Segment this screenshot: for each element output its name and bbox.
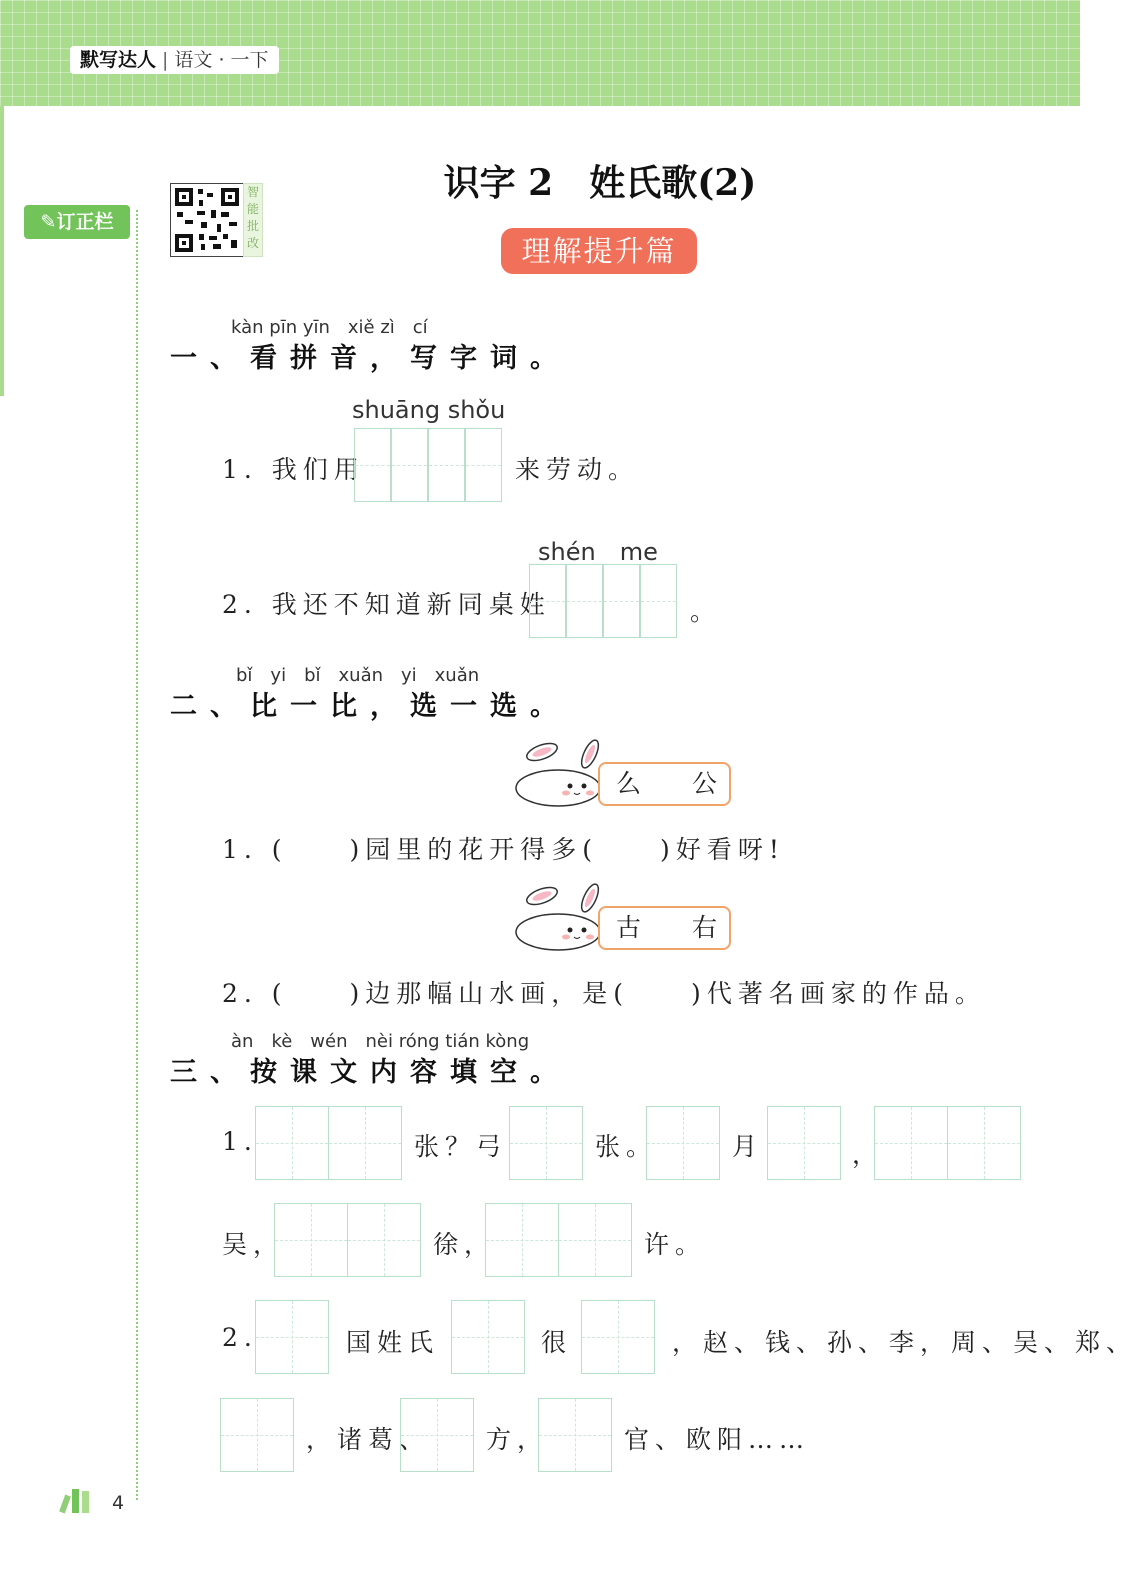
grid-cell[interactable] xyxy=(558,1203,632,1277)
answer-grid[interactable] xyxy=(255,1106,400,1180)
part3-text: 月 xyxy=(732,1132,764,1161)
answer-grid[interactable] xyxy=(451,1300,524,1374)
lesson-title: 识字 2 姓氏歌(2) xyxy=(443,162,757,204)
part3-text: 很 xyxy=(541,1328,573,1357)
item2-text-before: 2. 我还不知道新同桌姓 xyxy=(222,590,551,619)
book-tag xyxy=(70,46,279,74)
grid-cell[interactable] xyxy=(255,1300,329,1374)
answer-grid[interactable] xyxy=(354,428,502,502)
answer-grid[interactable] xyxy=(529,564,677,638)
choice-option: 右 xyxy=(692,913,718,942)
qr-side-label: 智能批改 xyxy=(243,183,263,257)
item2-pinyin: shén me xyxy=(538,538,658,566)
answer-grid[interactable] xyxy=(509,1106,582,1180)
grid-cell[interactable] xyxy=(485,1203,559,1277)
grid-cell[interactable] xyxy=(509,1106,583,1180)
bunny-illustration xyxy=(512,738,604,808)
grid-cell[interactable] xyxy=(640,564,677,638)
part3-text: 官、欧阳…… xyxy=(624,1425,811,1454)
part1-heading: 一、看拼音，写字词。 xyxy=(170,343,570,374)
choice-box xyxy=(598,762,731,806)
qr-code-icon[interactable] xyxy=(170,183,244,257)
grid-cell[interactable] xyxy=(581,1300,655,1374)
choice-option: 么 xyxy=(616,769,642,798)
grid-cell[interactable] xyxy=(538,1398,612,1472)
grid-cell[interactable] xyxy=(874,1106,948,1180)
part3-text: 许。 xyxy=(644,1230,707,1259)
part2-pinyin: bǐ yi bǐ xuǎn yi xuǎn xyxy=(236,665,480,686)
grid-cell[interactable] xyxy=(428,428,465,502)
correction-divider xyxy=(136,210,138,1500)
answer-grid[interactable] xyxy=(874,1106,1019,1180)
part1-pinyin: kàn pīn yīn xiě zì cí xyxy=(231,317,428,338)
part3-text: 张。 xyxy=(595,1132,658,1161)
part3-text: ，诸葛、 xyxy=(306,1425,431,1454)
answer-grid[interactable] xyxy=(581,1300,654,1374)
grid-cell[interactable] xyxy=(391,428,428,502)
books-icon xyxy=(60,1485,100,1517)
part3-text: ，赵、钱、孙、李，周、吴、郑、 xyxy=(672,1328,1137,1357)
grid-cell[interactable] xyxy=(354,428,391,502)
grid-cell[interactable] xyxy=(274,1203,348,1277)
item1-text-after: 来劳动。 xyxy=(515,455,640,484)
section-badge: 理解提升篇 xyxy=(501,228,697,274)
grid-cell[interactable] xyxy=(947,1106,1021,1180)
separator: | xyxy=(162,49,169,71)
grid-cell[interactable] xyxy=(255,1106,329,1180)
book-name: 默写达人 xyxy=(80,49,157,71)
answer-grid[interactable] xyxy=(255,1300,328,1374)
page-number: 4 xyxy=(112,1492,125,1514)
grid-cell[interactable] xyxy=(566,564,603,638)
grid-cell[interactable] xyxy=(603,564,640,638)
book-subject: 语文 · 一下 xyxy=(174,49,269,71)
part3-text: ， xyxy=(852,1140,884,1169)
answer-grid[interactable] xyxy=(538,1398,611,1472)
part3-text: 国姓氏 xyxy=(346,1328,440,1357)
pencil-icon: ✎ xyxy=(40,211,57,233)
part3-item1-number: 1. xyxy=(222,1127,258,1156)
page-edge-strip xyxy=(0,106,4,396)
answer-grid[interactable] xyxy=(767,1106,840,1180)
grid-cell[interactable] xyxy=(451,1300,525,1374)
grid-cell[interactable] xyxy=(767,1106,841,1180)
grid-cell[interactable] xyxy=(220,1398,294,1472)
part2-heading: 二、比一比，选一选。 xyxy=(170,691,570,722)
choice-option: 古 xyxy=(616,913,642,942)
part3-heading: 三、按课文内容填空。 xyxy=(170,1057,570,1088)
part2-sentence-2: 2. ( )边那幅山水画，是( )代著名画家的作品。 xyxy=(222,979,986,1008)
item1-text-before: 1. 我们用 xyxy=(222,455,365,484)
part3-text: 方， xyxy=(486,1425,549,1454)
answer-grid[interactable] xyxy=(646,1106,719,1180)
grid-cell[interactable] xyxy=(347,1203,421,1277)
choice-box xyxy=(598,906,731,950)
part2-sentence-1: 1. ( )园里的花开得多( )好看呀! xyxy=(222,835,785,864)
part3-item2-number: 2. xyxy=(222,1323,258,1352)
part3-text: 徐， xyxy=(433,1230,496,1259)
choice-option: 公 xyxy=(692,769,718,798)
grid-cell[interactable] xyxy=(465,428,502,502)
bunny-illustration xyxy=(512,882,604,952)
answer-grid[interactable] xyxy=(220,1398,293,1472)
correction-label: 订正栏 xyxy=(56,211,114,233)
grid-cell[interactable] xyxy=(400,1398,474,1472)
correction-tab xyxy=(24,205,130,239)
part3-text: 张？弓 xyxy=(414,1132,508,1161)
item1-pinyin: shuāng shǒu xyxy=(352,396,506,424)
part3-text: 吴， xyxy=(222,1230,285,1259)
answer-grid[interactable] xyxy=(274,1203,419,1277)
grid-cell[interactable] xyxy=(328,1106,402,1180)
part3-pinyin: àn kè wén nèi róng tián kòng xyxy=(231,1031,530,1052)
grid-cell[interactable] xyxy=(646,1106,720,1180)
answer-grid[interactable] xyxy=(400,1398,473,1472)
grid-cell[interactable] xyxy=(529,564,566,638)
item2-text-after: 。 xyxy=(690,597,722,626)
answer-grid[interactable] xyxy=(485,1203,630,1277)
